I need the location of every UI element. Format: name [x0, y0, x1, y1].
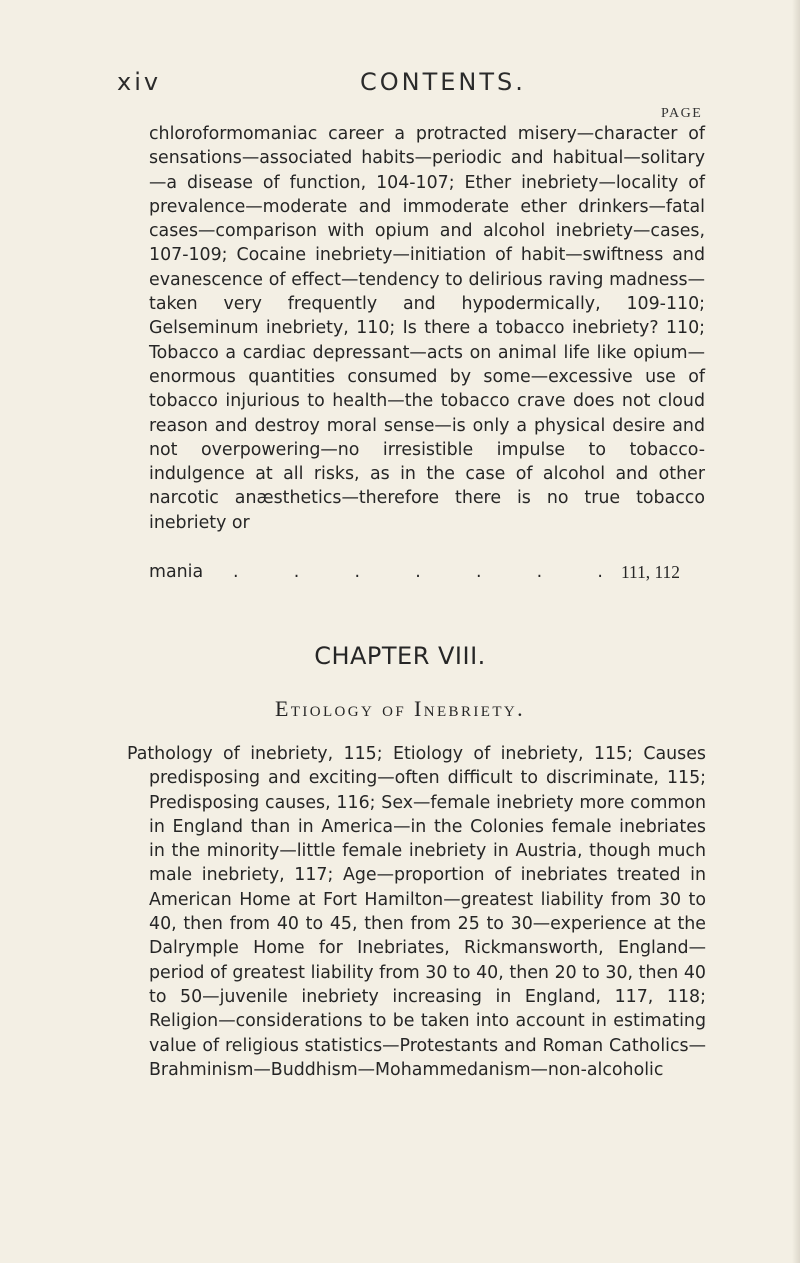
running-head: CONTENTS.: [360, 68, 526, 96]
chapter-viii-contents: Pathology of inebriety, 115; Etiology of inebriety, 115; Causes predisposing and exciting—often difficult to discriminate, 115; Predisposing causes, 116; Sex—female inebriety more common in England than in America—in the Colonies female inebriates in the minority—little female inebriety in Austria, though much male inebriety, 117; Age—proportion of inebriates treated in American Home at Fort Hamilton—greatest liability from 30 to 40, then from 40 to 45, then from 25 to 30—experience at the Dalrymple Home for Inebriates, Rickmansworth, England—period of greatest liability from 30 to 40, then 20 to 30, then 40 to 50—juvenile inebriety increasing in England, 117, 118; Religion—considerations to be taken into account in estimating value of religious statistics—Protestants and Roman Catholics—Brahminism—Buddhism—Mohammedanism—non-alcoholic: [127, 744, 706, 1080]
leader-dots: [233, 560, 603, 584]
leader-dot: .: [415, 562, 421, 582]
leader-dot: .: [354, 562, 360, 582]
leader-dot: .: [536, 562, 543, 582]
chapter-subtitle: Etiology of Inebriety.: [274, 696, 526, 721]
page-header: [0, 68, 800, 108]
page-number: xiv: [117, 68, 162, 96]
leader-dot: .: [475, 562, 482, 582]
page-column-label: PAGE: [661, 106, 703, 121]
page-edge-shadow: [792, 0, 800, 1263]
leader-dot: .: [293, 562, 300, 582]
chapter-vii-contents-continued: chloroformomaniac career a protracted misery—character of sensations—associated habits—periodic and habitual—solitary—a disease of function, 104-107; Ether inebriety—locality of prevalence—moderate and immoderate ether drinkers—fatal cases—comparison with opium and alcohol inebriety—cases, 107-109; Cocaine inebriety—initiation of habit—swiftness and evanescence of effect—tendency to delirious raving madness—taken very frequently and hypodermically, 109-110; Gelseminum inebriety, 110; Is there a tobacco inebriety? 110; Tobacco a cardiac depressant—acts on animal life like opium—enormous quantities consumed by some—excessive use of tobacco injurious to health—the tobacco crave does not cloud reason and destroy moral sense—is only a physical desire and not overpowering—no irresistible impulse to tobacco-indulgence at all risks, as in the case of alcohol and other narcotic anæsthetics—therefore there is no true tobacco inebriety or: [149, 124, 705, 533]
chapter-title: CHAPTER VIII.: [314, 642, 486, 670]
leader-dot: .: [597, 562, 603, 582]
leader-dot: .: [233, 562, 239, 582]
page-reference: 111, 112: [621, 562, 680, 582]
last-word: mania: [149, 562, 204, 582]
